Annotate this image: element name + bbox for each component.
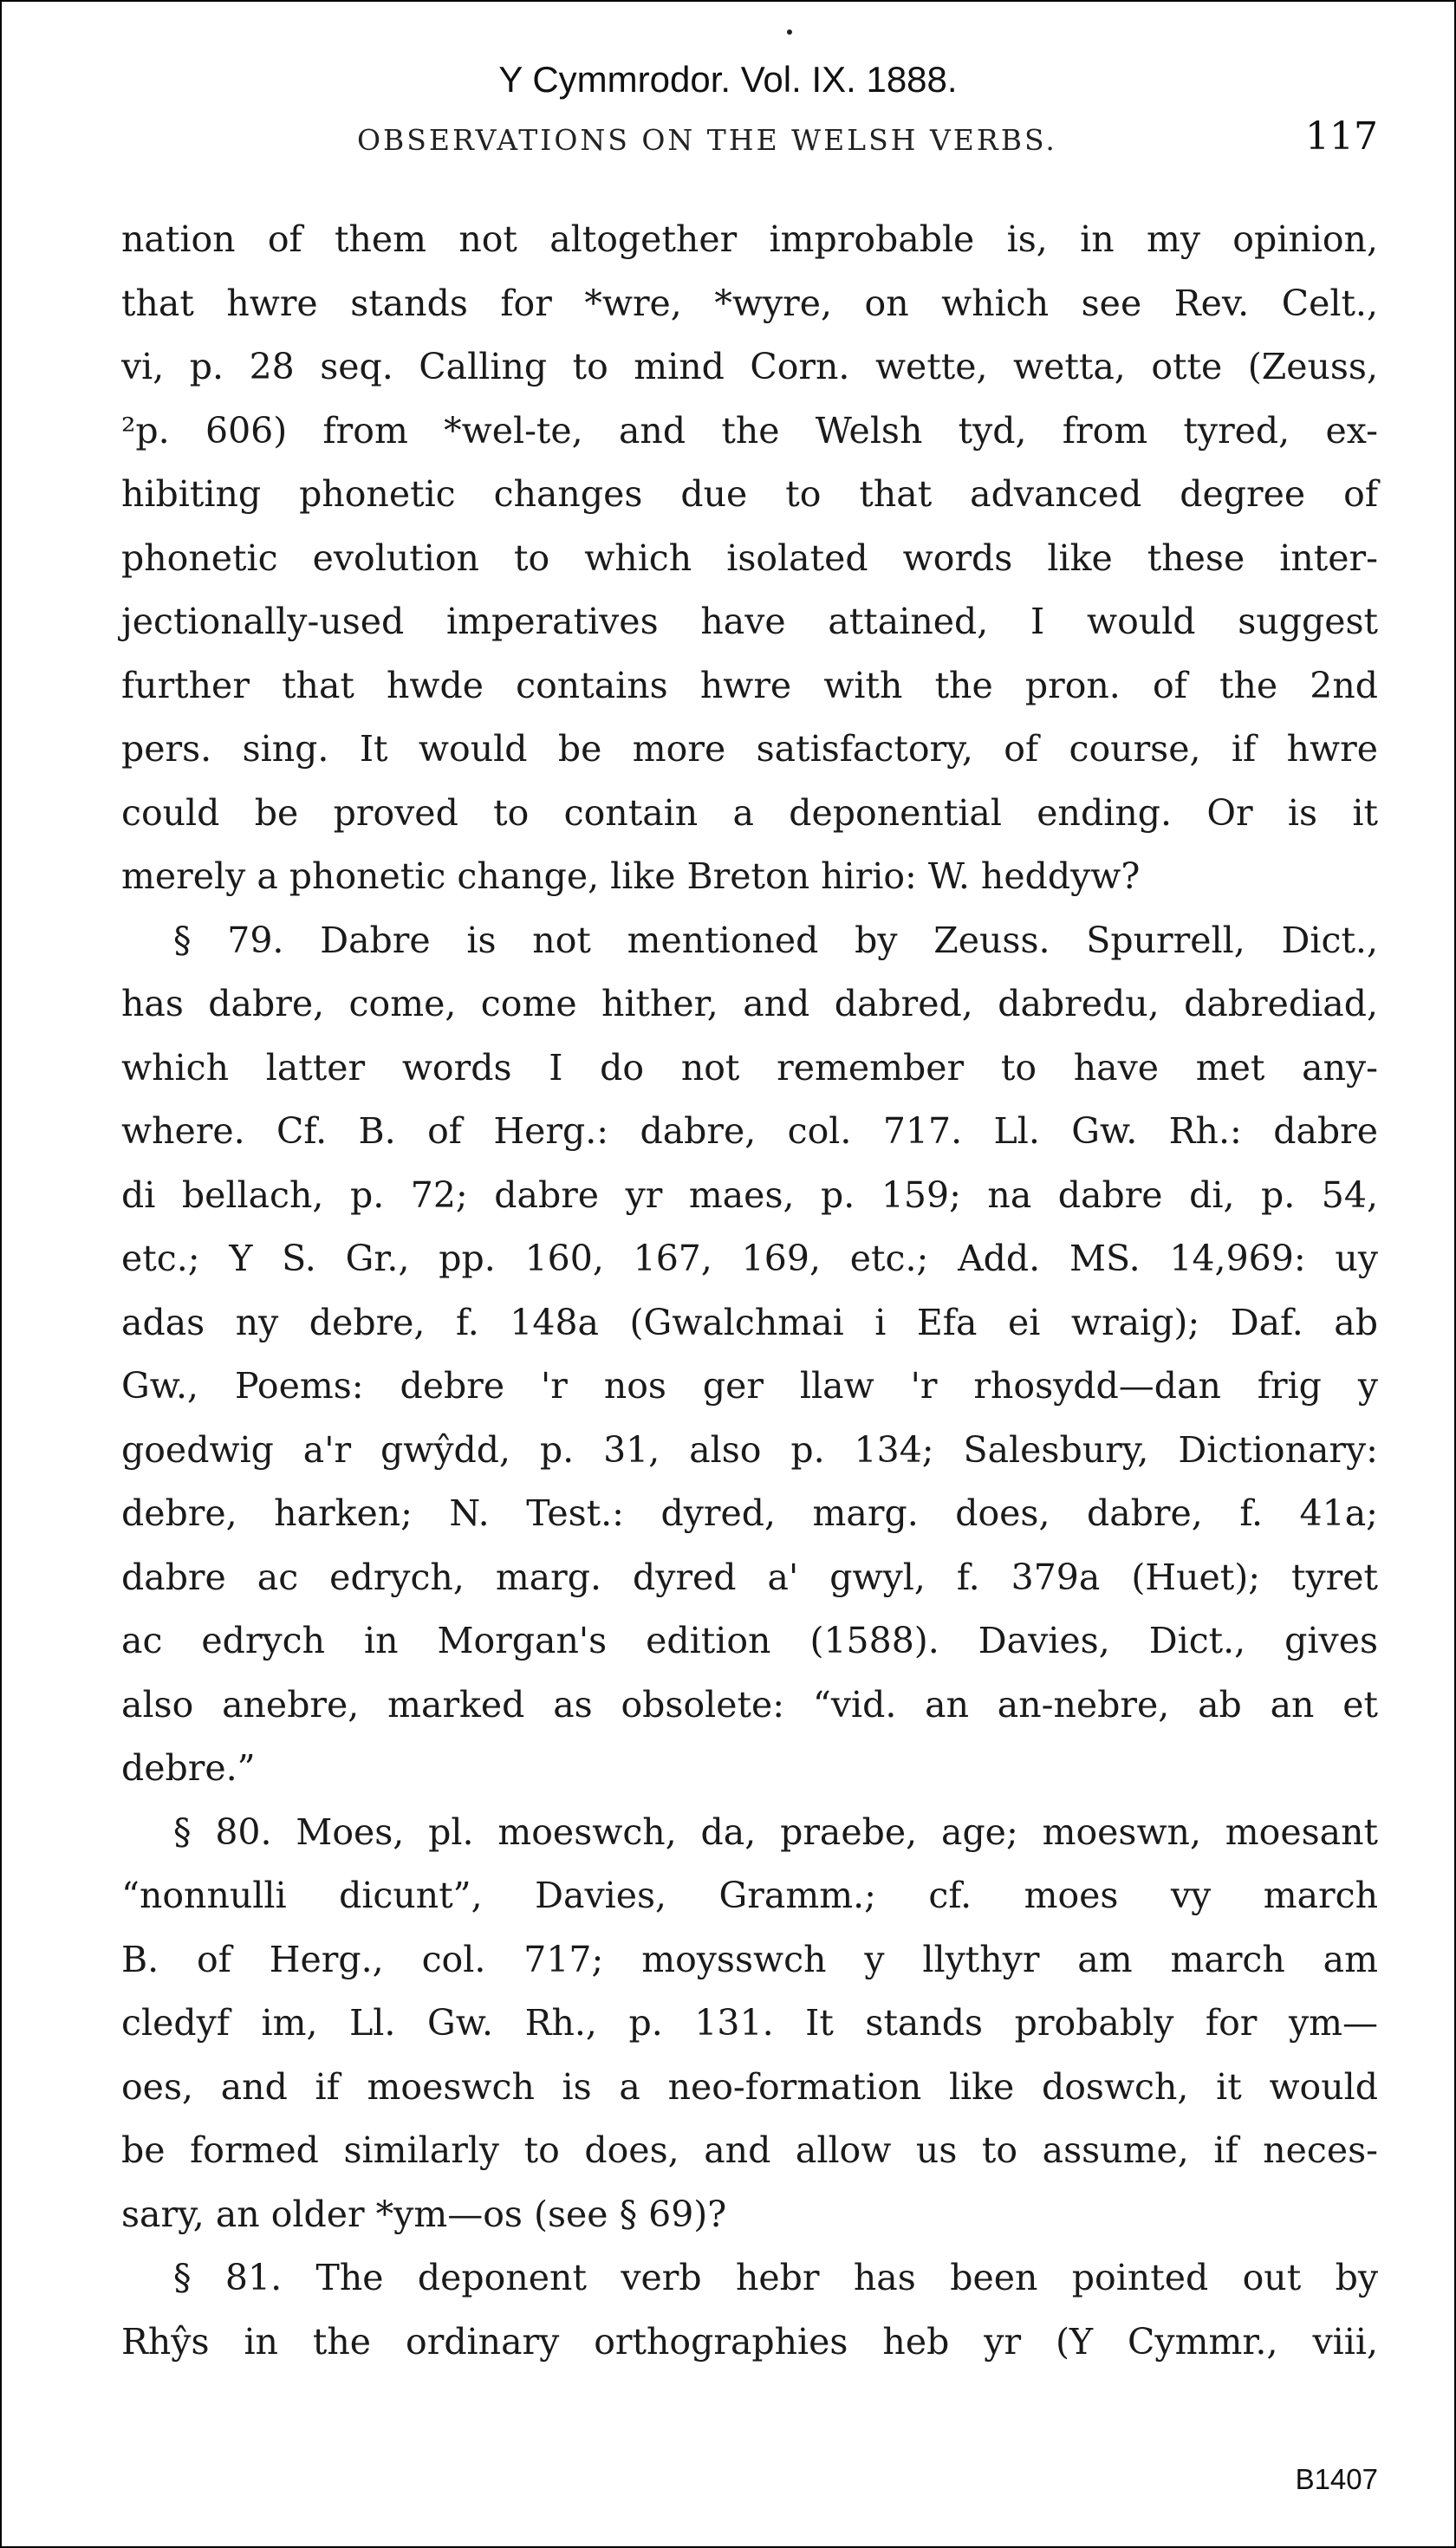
text-line: etc.; Y S. Gr., pp. 160, 167, 169, etc.; Add. MS. 14,969: uy <box>121 1238 1378 1279</box>
text-line: debre, harken; N. Test.: dyred, marg. does, dabre, f. 41a; <box>121 1492 1378 1534</box>
section-81-start: § 81. The deponent verb hebr has been pointed out by <box>173 2257 1378 2298</box>
text-line: dabre ac edrych, marg. dyred a' gwyl, f. 379a (Huet); tyret <box>121 1556 1378 1598</box>
text-line: pers. sing. It would be more satisfactory, of course, if hwre <box>121 728 1378 770</box>
text-line: di bellach, p. 72; dabre yr maes, p. 159; na dabre di, p. 54, <box>121 1173 1378 1216</box>
text-line: “nonnulli dicunt”, Davies, Gramm.; cf. moes vy march <box>121 1875 1378 1916</box>
text-line: debre.” <box>121 1747 256 1789</box>
text-line: vi, p. 28 seq. Calling to mind Corn. wette, wetta, otte (Zeuss, <box>121 346 1378 387</box>
text-line: cledyf im, Ll. Gw. Rh., p. 131. It stands probably for ym— <box>121 2002 1378 2044</box>
text-line: which latter words I do not remember to have met any- <box>121 1046 1378 1089</box>
text-line: has dabre, come, come hither, and dabred, dabredu, dabrediad, <box>121 983 1378 1024</box>
text-line: Rhŷs in the ordinary orthographies heb yr (Y Cymmr., viii, <box>121 2320 1378 2363</box>
text-line: ²p. 606) from *wel-te, and the Welsh tyd, from tyred, ex- <box>121 409 1378 452</box>
text-line: also anebre, marked as obsolete: “vid. an an-nebre, ab an et <box>121 1683 1378 1726</box>
text-line: adas ny debre, f. 148a (Gwalchmai i Efa ei wraig); Daf. ab <box>121 1301 1378 1343</box>
section-80-start: § 80. Moes, pl. moeswch, da, praebe, age; moeswn, moesant <box>173 1810 1378 1853</box>
text-line: could be proved to contain a deponential ending. Or is it <box>121 791 1378 834</box>
text-line: oes, and if moeswch is a neo-formation like doswch, it would <box>121 2065 1378 2108</box>
text-line: that hwre stands for *wre, *wyre, on which see Rev. Celt., <box>121 282 1378 324</box>
text-line: where. Cf. B. of Herg.: dabre, col. 717. Ll. Gw. Rh.: dabre <box>121 1110 1378 1152</box>
section-79-start: § 79. Dabre is not mentioned by Zeuss. Spurrell, Dict., <box>173 919 1378 961</box>
text-line: sary, an older *ym—os (see § 69)? <box>121 2193 727 2235</box>
document-code: B1407 <box>1295 2463 1378 2495</box>
text-line: be formed similarly to does, and allow us to assume, if neces- <box>121 2129 1378 2171</box>
text-line: jectionally-used imperatives have attained, I would suggest <box>121 601 1378 642</box>
text-line: B. of Herg., col. 717; moysswch y llythyr am march am <box>121 1938 1378 1980</box>
text-line: ac edrych in Morgan's edition (1588). Davies, Dict., gives <box>121 1620 1378 1661</box>
text-line: goedwig a'r gwŷdd, p. 31, also p. 134; Salesbury, Dictionary: <box>121 1428 1378 1471</box>
body-text <box>121 208 1378 2374</box>
text-line: further that hwde contains hwre with the pron. of the 2nd <box>121 664 1378 706</box>
printed-dot-mark <box>787 29 792 35</box>
text-line: merely a phonetic change, like Breton hirio: W. heddyw? <box>121 855 1141 897</box>
text-line: hibiting phonetic changes due to that advanced degree of <box>121 473 1378 515</box>
page-number: 117 <box>1305 114 1378 159</box>
text-line: nation of them not altogether improbable is, in my opinion, <box>121 218 1378 260</box>
text-line: Gw., Poems: debre 'r nos ger llaw 'r rhosydd—dan frig y <box>121 1365 1378 1407</box>
text-line: phonetic evolution to which isolated words like these inter- <box>121 536 1378 579</box>
running-head: OBSERVATIONS ON THE WELSH VERBS. <box>357 123 1057 157</box>
journal-title: Y Cymmrodor. Vol. IX. 1888. <box>498 59 958 100</box>
